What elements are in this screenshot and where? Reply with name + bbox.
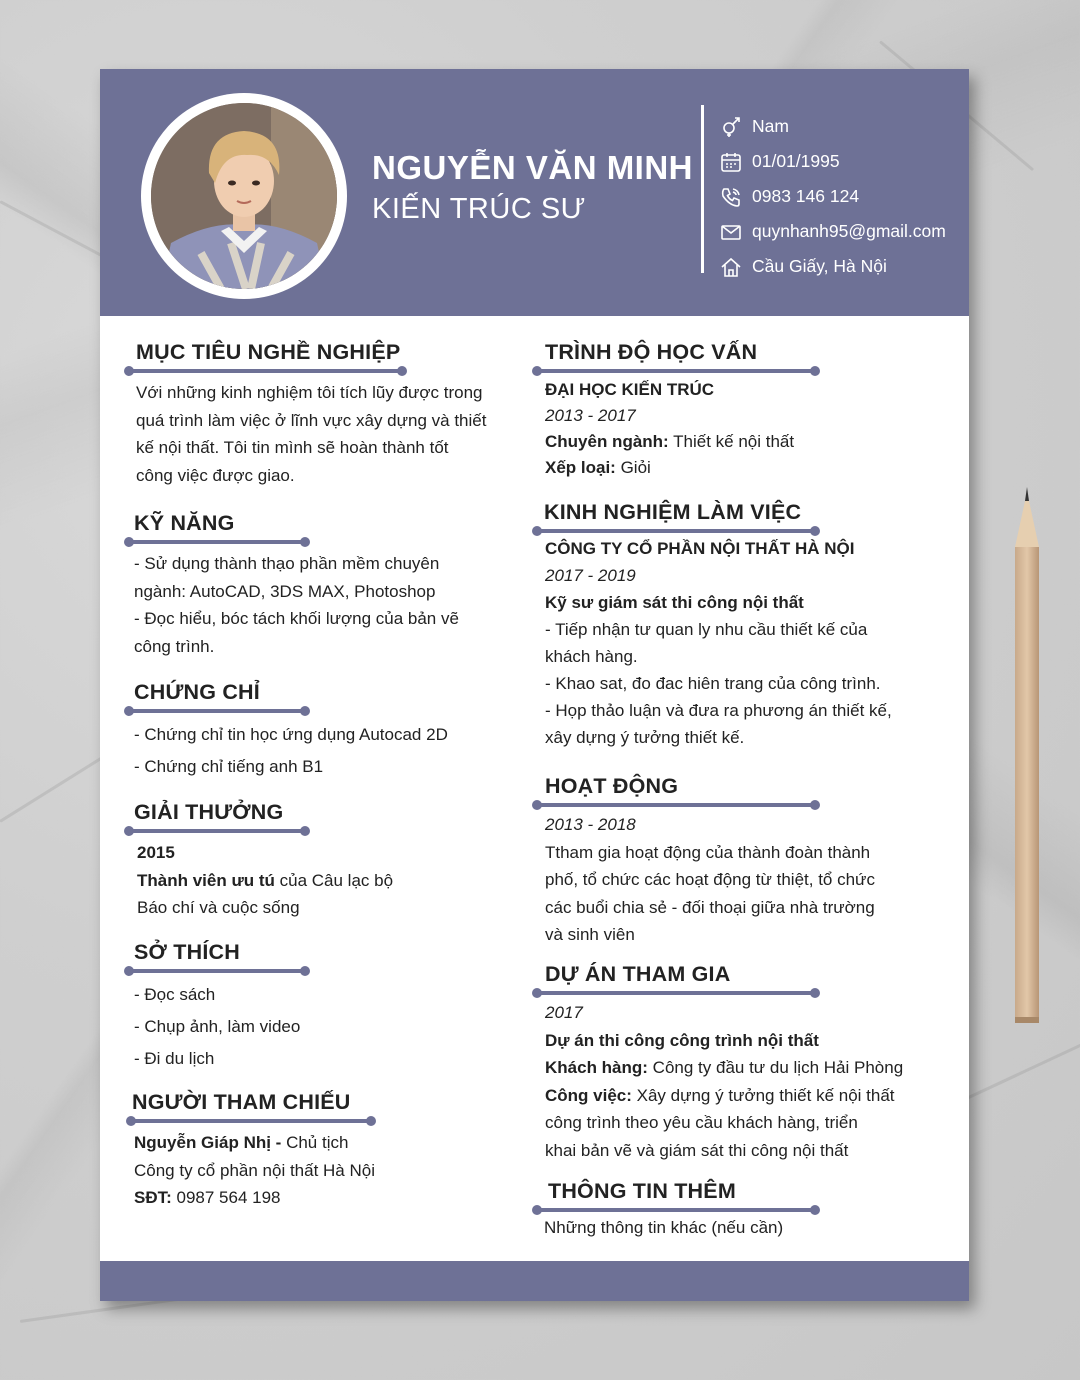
section-objective [136,340,487,489]
section-education [545,340,819,481]
objective-text: Với những kinh nghiệm tôi tích lũy được trong quá trình làm việc ở lĩnh vực xây dựng và thiết kế nội thất. Tôi tin mình sẽ hoàn thành tốt công việc được giao. [136,383,487,485]
contact-list [720,109,946,284]
awards-text: 2015 Thành viên ưu tú của Câu lạc bộ Báo chí và cuộc sống [137,843,394,917]
section-title: DỰ ÁN THAM GIA [545,962,731,986]
contact-gender: Nam [720,109,946,144]
resume-footer [100,1261,969,1301]
section-divider [128,969,306,973]
more-info-text: Những thông tin khác (nếu cần) [544,1218,784,1237]
contact-address: Cầu Giấy, Hà Nội [720,249,946,284]
section-title: KINH NGHIỆM LÀM VIỆC [544,500,802,524]
section-title: NGƯỜI THAM CHIẾU [132,1090,351,1114]
section-divider [128,369,403,373]
calendar-icon [720,151,742,173]
avatar-frame [141,93,347,299]
section-more-info [544,1179,819,1242]
section-divider [128,540,306,544]
pencil-decoration [1013,487,1041,1027]
section-skills [134,511,459,660]
gender-icon [720,116,742,138]
hobbies-text: - Đọc sách - Chụp ảnh, làm video - Đi du lịch [134,985,301,1068]
section-divider [536,803,816,807]
marble-vein [959,1033,1080,1103]
section-title: CHỨNG CHỈ [134,680,260,704]
section-awards [134,800,394,922]
avatar [151,103,337,289]
section-reference [132,1090,375,1212]
section-title: TRÌNH ĐỘ HỌC VẤN [545,340,758,364]
section-title: HOẠT ĐỘNG [545,774,679,798]
section-divider [536,369,816,373]
section-title: THÔNG TIN THÊM [548,1179,736,1203]
skills-text: - Sử dụng thành thạo phần mềm chuyên ngành: AutoCAD, 3DS MAX, Photoshop - Đọc hiểu, bóc tách khối lượng của bản vẽ công trình. [134,554,459,656]
section-certificates [134,680,448,783]
experience-text: CÔNG TY CỔ PHẦN NỘI THẤT HÀ NỘI 2017 - 2019 Kỹ sư giám sát thi công nội thất - Tiếp nhận tư quan ly nhu cầu thiết kế của khách hàng. - Khao sat, đo đac hiên trang của công trình. - Họp thảo luận và đưa ra phương án thiết kế, xây dựng ý tưởng thiết kế. [545,539,892,747]
contact-email: quynhanh95@gmail.com [720,214,946,249]
section-projects [545,962,904,1164]
avatar-photo [151,103,337,289]
contact-phone: 0983 146 124 [720,179,946,214]
contact-birthday: 01/01/1995 [720,144,946,179]
section-title: SỞ THÍCH [134,940,240,964]
section-title: GIẢI THƯỞNG [134,800,284,824]
certificates-text: - Chứng chỉ tin học ứng dụng Autocad 2D - Chứng chỉ tiếng anh B1 [134,725,448,776]
projects-text: 2017 Dự án thi công công trình nội thất Khách hàng: Công ty đầu tư du lịch Hải Phòng Công việc: Xây dựng ý tưởng thiết kế nội thất công trình theo yêu cầu khách hàng, triển khai bản vẽ và giám sát thi công nội thất [545,1003,904,1160]
education-text: ĐẠI HỌC KIẾN TRÚC 2013 - 2017 Chuyên ngành: Thiết kế nội thất Xếp loại: Giỏi [545,380,795,477]
section-title: KỸ NĂNG [134,511,235,535]
resume-header [100,69,969,316]
section-divider [128,709,306,713]
phone-icon [720,186,742,208]
reference-text: Nguyễn Giáp Nhị - Chủ tịch Công ty cổ phần nội thất Hà Nội SĐT: 0987 564 198 [134,1133,375,1207]
section-divider [536,1208,816,1212]
section-divider [128,829,306,833]
section-divider [536,529,816,533]
candidate-role: KIẾN TRÚC SƯ [372,193,586,225]
candidate-name: NGUYỄN VĂN MINH [372,149,694,186]
section-activities [545,774,875,949]
mail-icon [720,221,742,243]
section-divider [130,1119,372,1123]
activities-text: 2013 - 2018 Ttham gia hoạt động của thành đoàn thành phố, tổ chức các hoạt động từ thiệt, tổ chức các buổi chia sẻ - đối thoại giữa nhà trường và sinh viên [545,815,875,944]
section-experience [544,500,892,751]
header-divider [701,105,704,273]
section-divider [536,991,816,995]
section-hobbies [134,940,316,1075]
home-icon [720,256,742,278]
section-title: MỤC TIÊU NGHỀ NGHIỆP [136,340,401,364]
resume-page [100,69,969,1301]
